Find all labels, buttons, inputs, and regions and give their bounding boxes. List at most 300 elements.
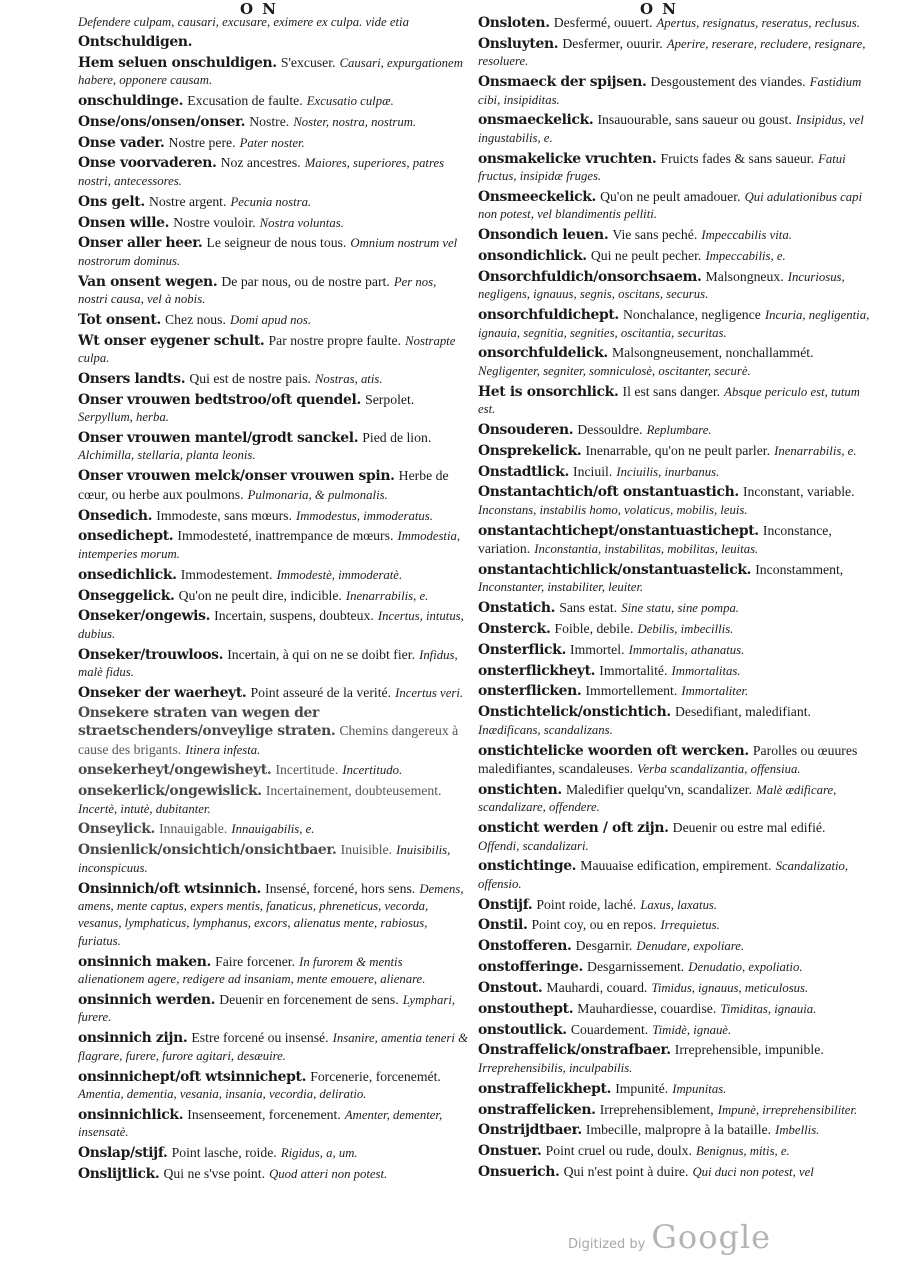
french-gloss: Point asseuré de la verité. — [250, 684, 392, 700]
dictionary-entry — [78, 953, 468, 989]
french-gloss: Malsongneusement, nonchallammét. — [611, 345, 814, 361]
dictionary-entry — [478, 958, 870, 976]
french-gloss: Mauhardi, couard. — [546, 979, 648, 995]
latin-gloss: Lymphari, furere. — [78, 992, 456, 1025]
latin-gloss: Incertus veri. — [395, 685, 464, 700]
french-gloss: Le seigneur de nous tous. — [206, 235, 347, 251]
headword: Onslap/stijf. — [78, 1145, 168, 1162]
headword: Onstadtlick. — [478, 463, 569, 480]
latin-gloss: Inædificans, scandalizans. — [478, 722, 613, 737]
headword: Hem seluen onschuldigen. — [78, 54, 277, 71]
latin-gloss: Inenarrabilis, e. — [774, 443, 857, 458]
latin-gloss: Per nos, nostri causa, vel à nobis. — [78, 274, 437, 307]
dictionary-entry — [78, 34, 468, 51]
latin-gloss: Irreprehensibilis, inculpabilis. — [478, 1060, 633, 1075]
latin-gloss: Noster, nostra, nostrum. — [293, 114, 417, 129]
headword: Onse/ons/onsen/onser. — [78, 113, 246, 130]
french-gloss: Incertainement, doubteusement. — [265, 783, 442, 799]
latin-gloss: Itinera infesta. — [185, 742, 261, 757]
headword: onsinnich zijn. — [78, 1030, 188, 1047]
dictionary-entry — [478, 1163, 870, 1181]
french-gloss: Incertain, suspens, doubteux. — [214, 608, 374, 624]
headword: onsorchfuldelick. — [478, 345, 608, 362]
headword: Onsondich leuen. — [478, 227, 609, 244]
dictionary-entry — [78, 705, 468, 759]
french-gloss: Insenseement, forcenement. — [187, 1106, 341, 1122]
dictionary-entry — [478, 742, 870, 779]
french-gloss: Qui est de nostre pais. — [189, 370, 311, 386]
latin-gloss: Incuria, negligentia, ignauia, segnitia, segnities, oscitantia, securitas. — [478, 308, 870, 340]
dictionary-entry — [78, 507, 468, 525]
dictionary-entry — [78, 587, 468, 605]
dictionary-entry — [478, 111, 870, 147]
headword: Onsterflick. — [478, 641, 566, 658]
french-gloss: Qu'on ne peult amadouer. — [600, 188, 741, 204]
french-gloss: Nostre pere. — [168, 134, 236, 150]
headword: onsekerlick/ongewislick. — [78, 783, 262, 800]
dictionary-entry — [78, 880, 468, 951]
latin-gloss: Pulmonaria, & pulmonalis. — [247, 487, 388, 502]
headword: Onseggelick. — [78, 587, 175, 604]
french-gloss: Maledifier quelqu'vn, scandalizer. — [565, 781, 753, 797]
latin-gloss: In furorem & mentis alienationem agere, redigere ad insaniam, mente emouere, alienare. — [78, 954, 426, 987]
headword: Onstil. — [478, 917, 528, 934]
latin-gloss: Nostras, atis. — [314, 371, 383, 386]
dictionary-entry — [478, 73, 870, 109]
headword: onstouthept. — [478, 1000, 574, 1017]
dictionary-entry — [78, 14, 468, 31]
latin-gloss: Inuisibilis, inconspicuus. — [78, 843, 451, 875]
dictionary-entry — [78, 761, 468, 779]
french-gloss: Parolles ou œuures maledifiantes, scandaleuses. — [478, 742, 858, 776]
french-gloss: Irreprehensiblement, — [599, 1101, 714, 1117]
watermark-prefix: Digitized by — [568, 1237, 646, 1252]
dictionary-entry — [478, 247, 870, 265]
headword: onstantachtichept/onstantuastichept. — [478, 522, 759, 539]
headword: Onslijtlick. — [78, 1165, 160, 1182]
dictionary-entry — [478, 1041, 870, 1077]
headword: Onsekere straten van wegen der straetschenders/onveylige straten. — [78, 704, 336, 740]
dictionary-entry — [78, 391, 468, 427]
french-gloss: Qui ne s'vse point. — [163, 1165, 266, 1181]
french-gloss: Desfermé, ouuert. — [553, 15, 653, 30]
dictionary-entry — [478, 522, 870, 559]
headword: onstantachtichlick/onstantuastelick. — [478, 561, 752, 578]
latin-gloss: Incertè, intutè, dubitanter. — [78, 801, 211, 816]
headword: Het is onsorchlick. — [478, 383, 619, 400]
headword: Onse vader. — [78, 134, 165, 151]
dictionary-entry — [478, 421, 870, 439]
dictionary-entry — [78, 1029, 468, 1065]
latin-gloss: Insipidus, vel ingustabilis, e. — [478, 113, 864, 145]
headword: onstoutlick. — [478, 1021, 567, 1038]
headword: Onstuer. — [478, 1143, 542, 1160]
headword: Onstichtelick/onstichtich. — [478, 704, 671, 721]
latin-gloss: Debilis, imbecillis. — [637, 621, 734, 636]
french-gloss: Dessouldre. — [577, 421, 643, 437]
headword: Onsouderen. — [478, 421, 574, 438]
french-gloss: Innauigable. — [159, 821, 228, 837]
dictionary-entry — [478, 1080, 870, 1098]
headword: Onsorchfuldich/onsorchsaem. — [478, 268, 702, 285]
headword: onstichtelicke woorden oft wercken. — [478, 742, 749, 759]
right-column — [478, 14, 870, 1184]
dictionary-entry — [478, 1101, 870, 1119]
headword: onsedichlick. — [78, 566, 177, 583]
latin-gloss: Imbellis. — [775, 1123, 820, 1138]
headword: Onstofferen. — [478, 938, 572, 955]
french-gloss: Deuenir ou estre mal edifié. — [672, 820, 826, 836]
french-gloss: Immodestement. — [180, 566, 273, 582]
french-gloss: Mauuaise edification, empirement. — [580, 858, 772, 874]
french-gloss: S'excuser. — [280, 54, 336, 70]
latin-gloss: Defendere culpam, causari, excusare, eximere ex culpa. vide etia — [78, 15, 409, 29]
headword: Onsterck. — [478, 620, 551, 637]
latin-gloss: Apertus, resignatus, reseratus, reclusus. — [656, 16, 860, 30]
headword: Onse voorvaderen. — [78, 155, 217, 172]
dictionary-entry — [478, 561, 870, 597]
latin-gloss: Benignus, mitis, e. — [696, 1144, 790, 1159]
latin-gloss: Inconstans, instabilis homo, volaticus, mobilis, leuis. — [478, 502, 748, 517]
french-gloss: Insensé, forcené, hors sens. — [265, 880, 416, 896]
french-gloss: Desgoustement des viandes. — [650, 74, 806, 90]
headword: Onsedich. — [78, 507, 153, 524]
dictionary-entry — [478, 1000, 870, 1018]
latin-gloss: Innauigabilis, e. — [231, 822, 315, 837]
dictionary-entry — [478, 344, 870, 380]
latin-gloss: Quod atteri non potest. — [269, 1166, 388, 1181]
latin-gloss: Pecunia nostra. — [230, 194, 312, 209]
dictionary-entry — [478, 682, 870, 700]
dictionary-entry — [478, 483, 870, 519]
headword: onsticht werden / oft zijn. — [478, 820, 669, 837]
headword: onsinnich werden. — [78, 991, 216, 1008]
headword: onsondichlick. — [478, 247, 587, 264]
latin-gloss: Serpyllum, herba. — [78, 410, 169, 425]
headword: Onsluyten. — [478, 35, 559, 52]
french-gloss: Nostre. — [249, 113, 290, 129]
google-logo: Google — [651, 1218, 772, 1256]
latin-gloss: Inconstantia, instabilitas, mobilitas, leuitas. — [534, 542, 759, 557]
french-gloss: Desgarnir. — [575, 938, 633, 954]
french-gloss: Nostre argent. — [148, 193, 227, 209]
headword: Onseylick. — [78, 821, 155, 838]
headword: onstraffelicken. — [478, 1101, 596, 1118]
french-gloss: Qui ne peult pecher. — [590, 247, 702, 263]
dictionary-entry — [78, 782, 468, 818]
dictionary-entry — [478, 703, 870, 739]
dictionary-entry — [478, 383, 870, 419]
digitized-watermark — [568, 1218, 771, 1256]
latin-gloss: Immodestus, immoderatus. — [296, 508, 433, 523]
headword: Onsmaeck der spijsen. — [478, 74, 647, 91]
latin-gloss: Insanire, amentia teneri & flagrare, furere, furore agitari, desæuire. — [78, 1031, 468, 1063]
headword: Onseker der waerheyt. — [78, 684, 247, 701]
headword: Onser vrouwen melck/onser vrouwen spin. — [78, 468, 395, 485]
french-gloss: Point cruel ou rude, doulx. — [545, 1143, 692, 1159]
latin-gloss: Impunè, irreprehensibiliter. — [717, 1102, 858, 1117]
headword: onsmakelicke vruchten. — [478, 150, 657, 167]
headword: onsterflickheyt. — [478, 662, 596, 679]
dictionary-entry — [478, 896, 870, 914]
headword: Onsloten. — [478, 15, 550, 31]
dictionary-entry — [478, 463, 870, 481]
dictionary-entry — [78, 527, 468, 563]
latin-gloss: Negligenter, segniter, somniculosè, oscitanter, securè. — [478, 363, 751, 378]
dictionary-entry — [78, 841, 468, 877]
dictionary-entry — [78, 607, 468, 643]
latin-gloss: Demens, amens, mente captus, expers mentis, fanaticus, phreneticus, vecorda, vesanus, lymphaticus, lymphanus, excors, alienatus mente, rabiosus, furiatus. — [78, 881, 464, 948]
french-gloss: Forcenerie, forcenemét. — [310, 1068, 441, 1084]
latin-gloss: Inenarrabilis, e. — [345, 588, 429, 603]
latin-gloss: Amenter, dementer, insensatè. — [78, 1107, 443, 1140]
french-gloss: Qui n'est point à duire. — [563, 1164, 689, 1179]
dictionary-entry — [78, 820, 468, 838]
latin-gloss: Immortaliter. — [681, 684, 749, 699]
headword: Onsienlick/onsichtich/onsichtbaer. — [78, 842, 337, 859]
dictionary-entry — [478, 1142, 870, 1160]
french-gloss: Chemins dangereux à cause des brigants. — [78, 723, 459, 757]
french-gloss: Insauourable, sans saueur ou goust. — [597, 112, 792, 128]
headword: Onstout. — [478, 979, 543, 996]
dictionary-entry — [478, 599, 870, 617]
headword: Onstrijdtbaer. — [478, 1122, 582, 1139]
latin-gloss: Impunitas. — [672, 1081, 727, 1096]
french-gloss: Mauhardiesse, couardise. — [577, 1000, 717, 1016]
french-gloss: Inconstant, variable. — [742, 484, 855, 500]
french-gloss: Impunité. — [615, 1080, 669, 1096]
french-gloss: Inciuil. — [573, 463, 613, 479]
french-gloss: Qu'on ne peult dire, indicible. — [178, 587, 342, 603]
latin-gloss: Timidus, ignauus, meticulosus. — [651, 980, 809, 995]
french-gloss: Immortel. — [570, 641, 625, 657]
headword: Wt onser eygener schult. — [78, 332, 265, 349]
headword: onsinnichlick. — [78, 1106, 184, 1123]
french-gloss: Vie sans peché. — [612, 227, 698, 243]
latin-gloss: Immodestia, intemperies morum. — [78, 529, 461, 561]
headword: Onsmeeckelick. — [478, 188, 597, 205]
dictionary-entry — [78, 214, 468, 232]
french-gloss: Inuisible. — [340, 842, 393, 858]
dictionary-entry — [478, 35, 870, 71]
dictionary-entry — [78, 1144, 468, 1162]
french-gloss: Point roide, laché. — [536, 896, 637, 912]
french-gloss: Couardement. — [570, 1021, 649, 1037]
latin-gloss: Sine statu, sine pompa. — [621, 601, 739, 616]
latin-gloss: Impeccabilis, e. — [705, 248, 786, 263]
dictionary-entry — [478, 979, 870, 997]
dictionary-entry — [78, 1068, 468, 1104]
french-gloss: De par nous, ou de nostre part. — [221, 273, 390, 289]
french-gloss: Incertain, à qui on ne se doibt fier. — [227, 646, 415, 662]
latin-gloss: Aperire, reserare, recludere, resignare, resoluere. — [478, 36, 866, 69]
french-gloss: Point lasche, roide. — [171, 1145, 277, 1161]
latin-gloss: Absque periculo est, tutum est. — [478, 384, 860, 417]
french-gloss: Inconstance, variation. — [478, 522, 832, 557]
latin-gloss: Offendi, scandalizari. — [478, 838, 589, 853]
latin-gloss: Inconstanter, instabiliter, leuiter. — [478, 580, 644, 595]
dictionary-entry — [478, 620, 870, 638]
dictionary-entry — [78, 684, 468, 702]
latin-gloss: Incertus, intutus, dubius. — [78, 609, 464, 641]
french-gloss: Immodesteté, inattrempance de mœurs. — [177, 528, 394, 544]
latin-gloss: Immortalitas. — [671, 663, 741, 678]
french-gloss: Immortellement. — [585, 683, 678, 699]
latin-gloss: Denudare, expoliare. — [636, 939, 745, 954]
french-gloss: Par nostre propre faulte. — [268, 332, 402, 348]
headword: Van onsent wegen. — [78, 273, 218, 290]
dictionary-entry — [478, 937, 870, 955]
latin-gloss: Nostrapte culpa. — [78, 333, 456, 366]
dictionary-entry — [78, 234, 468, 270]
french-gloss: Desedifiant, maledifiant. — [674, 704, 811, 720]
dictionary-entry — [78, 92, 468, 110]
french-gloss: Nostre vouloir. — [173, 214, 256, 230]
french-gloss: Herbe de cœur, ou herbe aux poulmons. — [78, 468, 449, 502]
dictionary-entry — [78, 429, 468, 465]
latin-gloss: Causari, expurgationem habere, opponere causam. — [78, 55, 463, 88]
headword: onsekerheyt/ongewisheyt. — [78, 762, 272, 779]
french-gloss: Inconstamment, — [755, 561, 844, 577]
page-header-right: O N — [640, 0, 678, 18]
french-gloss: Noz ancestres. — [220, 155, 301, 171]
latin-gloss: Infidus, malè fidus. — [78, 647, 458, 680]
french-gloss: Sans estat. — [559, 600, 618, 616]
dictionary-entry — [478, 14, 870, 32]
headword: Onser aller heer. — [78, 235, 203, 252]
french-gloss: Deuenir en forcenement de sens. — [219, 991, 399, 1007]
headword: onstraffelickhept. — [478, 1080, 612, 1097]
latin-gloss: Replumbare. — [646, 422, 712, 437]
headword: onsterflicken. — [478, 683, 582, 700]
headword: onsinnich maken. — [78, 953, 211, 970]
latin-gloss: Nostra voluntas. — [259, 215, 344, 230]
left-column — [78, 14, 468, 1186]
dictionary-entry — [478, 442, 870, 460]
latin-gloss: Excusatio culpæ. — [306, 93, 394, 108]
dictionary-entry — [78, 54, 468, 90]
dictionary-entry — [78, 370, 468, 388]
french-gloss: Point coy, ou en repos. — [531, 917, 657, 933]
latin-gloss: Amentia, dementia, vesania, insania, vecordia, deliratio. — [78, 1086, 367, 1101]
latin-gloss: Immodestè, immoderatè. — [276, 567, 403, 582]
latin-gloss: Pater noster. — [239, 135, 305, 150]
french-gloss: Desfermer, ouurir. — [562, 35, 663, 51]
french-gloss: Incertitude. — [275, 762, 339, 778]
latin-gloss: Qui adulationibus capi non potest, vel blandimentis pelliti. — [478, 189, 863, 222]
french-gloss: Pied de lion. — [362, 430, 432, 446]
latin-gloss: Timiditas, ignauia. — [720, 1001, 817, 1016]
french-gloss: Estre forcené ou insensé. — [191, 1030, 329, 1046]
headword: onsmaeckelick. — [478, 112, 594, 129]
dictionary-entry — [478, 188, 870, 224]
headword: Onstraffelick/onstrafbaer. — [478, 1042, 671, 1059]
latin-gloss: Maiores, superiores, patres nostri, antecessores. — [78, 156, 445, 188]
dictionary-entry — [478, 268, 870, 304]
headword: Ontschuldigen. — [78, 33, 193, 50]
latin-gloss: Fatui fructus, insipidæ fruges. — [478, 151, 846, 184]
headword: Onstijf. — [478, 896, 533, 913]
dictionary-entry — [478, 150, 870, 186]
dictionary-entry — [78, 311, 468, 329]
french-gloss: Imbecille, malpropre à la bataille. — [585, 1122, 772, 1138]
headword: Onsprekelick. — [478, 442, 582, 459]
headword: onsedichept. — [78, 528, 174, 545]
french-gloss: Nonchalance, negligence — [622, 307, 761, 323]
dictionary-entry — [478, 819, 870, 855]
dictionary-entry — [78, 991, 468, 1027]
dictionary-entry — [78, 566, 468, 584]
headword: Onseker/trouwloos. — [78, 646, 224, 663]
headword: onstofferinge. — [478, 959, 583, 976]
latin-gloss: Verba scandalizantia, offensiua. — [637, 762, 801, 776]
headword: Tot onsent. — [78, 311, 161, 328]
dictionary-entry — [78, 1106, 468, 1142]
french-gloss: Il est sans danger. — [622, 383, 721, 399]
dictionary-entry — [78, 193, 468, 211]
dictionary-entry — [78, 154, 468, 190]
latin-gloss: Qui duci non potest, vel — [692, 1165, 814, 1179]
headword: Onseker/ongewis. — [78, 608, 211, 625]
headword: onstichten. — [478, 781, 562, 798]
dictionary-entry — [478, 306, 870, 342]
latin-gloss: Immortalis, athanatus. — [628, 642, 745, 657]
dictionary-entry — [478, 662, 870, 680]
headword: onschuldinge. — [78, 92, 184, 109]
latin-gloss: Fastidium cibi, insipiditas. — [478, 75, 862, 107]
dictionary-entry — [478, 916, 870, 934]
french-gloss: Serpolet. — [365, 391, 415, 407]
dictionary-entry — [78, 134, 468, 152]
dictionary-entry — [478, 1121, 870, 1139]
french-gloss: Excusation de faulte. — [187, 92, 303, 108]
latin-gloss: Omnium nostrum vel nostrorum dominus. — [78, 236, 458, 268]
french-gloss: Malsongneux. — [705, 268, 784, 284]
dictionary-entry — [78, 332, 468, 368]
french-gloss: Foible, debile. — [554, 620, 634, 636]
headword: Onsen wille. — [78, 214, 170, 231]
headword: onsinnichept/oft wtsinnichept. — [78, 1068, 307, 1085]
latin-gloss: Denudatio, expoliatio. — [688, 960, 803, 975]
latin-gloss: Alchimilla, stellaria, planta leonis. — [78, 448, 256, 463]
headword: onsorchfuldichept. — [478, 307, 619, 324]
french-gloss: Immortalité. — [599, 662, 668, 678]
headword: Onsuerich. — [478, 1164, 560, 1180]
dictionary-entry — [78, 273, 468, 309]
latin-gloss: Rigidus, a, um. — [280, 1146, 358, 1161]
dictionary-entry — [78, 1165, 468, 1183]
latin-gloss: Impeccabilis vita. — [701, 228, 792, 243]
latin-gloss: Irrequietus. — [660, 918, 720, 933]
dictionary-entry — [78, 113, 468, 131]
page-header-left: O N — [240, 0, 278, 18]
latin-gloss: Malè ædificare, scandalizare, offendere. — [478, 782, 837, 815]
french-gloss: Fruicts fades & sans saueur. — [660, 150, 815, 166]
french-gloss: Inenarrable, qu'on ne peult parler. — [585, 442, 771, 458]
latin-gloss: Timidè, ignauè. — [652, 1022, 732, 1037]
headword: onstichtinge. — [478, 858, 577, 875]
french-gloss: Chez nous. — [164, 311, 226, 327]
dictionary-entry — [478, 1021, 870, 1039]
headword: Onser vrouwen bedtstroo/oft quendel. — [78, 391, 361, 408]
headword: Onstantachtich/oft onstantuastich. — [478, 484, 739, 501]
french-gloss: Desgarnissement. — [587, 959, 685, 975]
dictionary-entry — [78, 467, 468, 504]
latin-gloss: Laxus, laxatus. — [640, 897, 718, 912]
dictionary-entry — [478, 641, 870, 659]
dictionary-entry — [478, 226, 870, 244]
latin-gloss: Domi apud nos. — [230, 312, 312, 327]
